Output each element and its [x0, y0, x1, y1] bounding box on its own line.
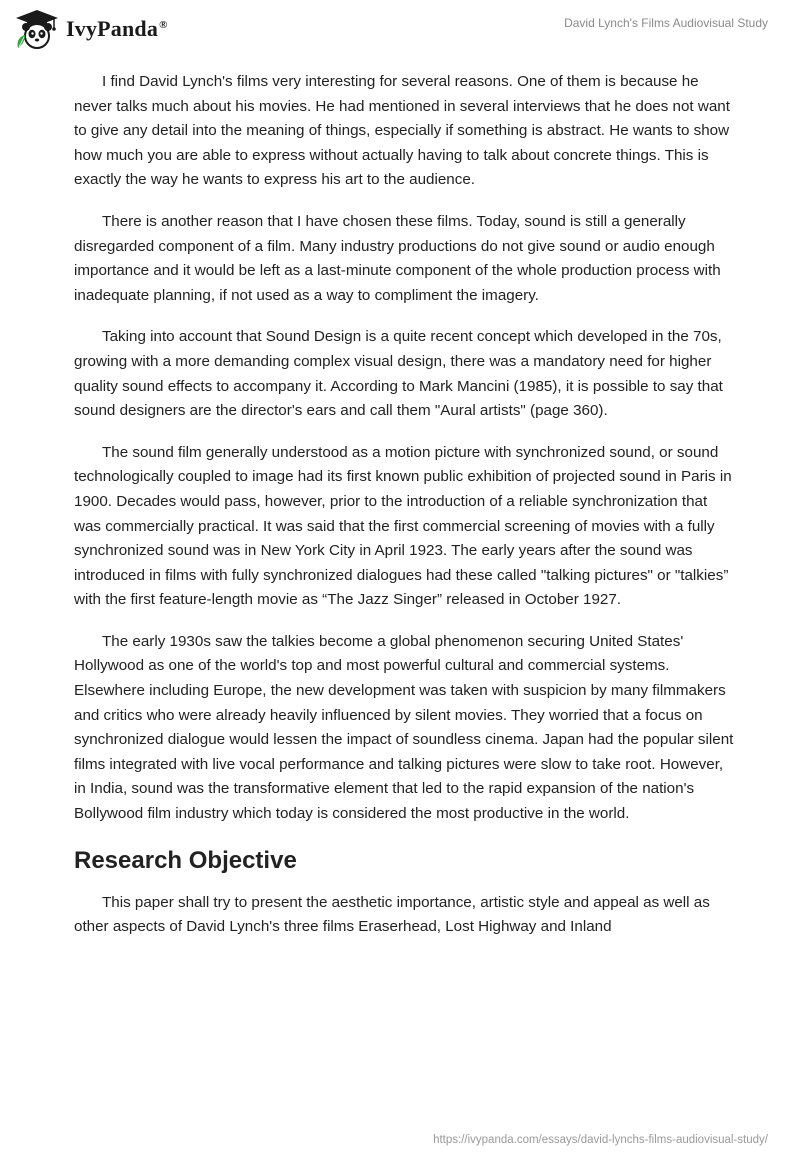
paragraph-1: I find David Lynch's films very interesting for several reasons. One of them is because he never talks much about his movies. He had mentioned in several interviews that he does not want to give any detail into the meaning of things, especially if something is abstract. He wants to show how much you are able to express without actually having to talk about concrete things. This is exactly the way he wants to express his art to the audience.: [74, 73, 730, 189]
document-title: David Lynch's Films Audiovisual Study: [564, 16, 768, 30]
essay-body: [74, 70, 734, 957]
registered-mark: ®: [159, 18, 168, 31]
section-paragraph: This paper shall try to present the aesthetic importance, artistic style and appeal as well as other aspects of David Lynch's three films Eraserhead, Lost Highway and Inland: [74, 893, 710, 936]
section-heading: Research Objective: [74, 846, 297, 874]
paragraph-5: The early 1930s saw the talkies become a global phenomenon securing United States' Hollywood as one of the world's top and most powerful cultural and commercial systems. Elsewhere including Europe, the new development was taken with suspicion by many filmmakers and critics who were already heavily influenced by silent movies. They worried that a focus on synchronized dialogue would lessen the impact of soundless cinema. Japan had the popular silent films integrated with live vocal performance and talking pictures were slow to take root. However, in India, sound was the transformative element that led to the rapid expansion of the nation's Bollywood film industry which today is considered the most productive in the world.: [74, 632, 734, 823]
panda-logo-icon: [14, 8, 60, 50]
paragraph-3: Taking into account that Sound Design is a quite recent concept which developed in the 70s, growing with a more demanding complex visual design, there was a mandatory need for higher quality sound effects to accompany it. According to Mark Mancini (1985), it is possible to say that sound designers are the director's ears and call them "Aural artists" (page 360).: [74, 328, 723, 420]
source-url[interactable]: https://ivypanda.com/essays/david-lynchs-films-audiovisual-study/: [433, 1134, 768, 1146]
page-header: [0, 0, 800, 60]
brand-name: IvyPanda: [66, 16, 159, 41]
logo-wordmark: [66, 16, 168, 42]
ivypanda-logo[interactable]: [14, 8, 168, 50]
paragraph-4: The sound film generally understood as a motion picture with synchronized sound, or sound technologically coupled to image had its first known public exhibition of projected sound in Paris in 1900. Decades would pass, however, prior to the introduction of a reliable synchronization that was commercially practical. It was said that the first commercial screening of movies with a fully synchronized sound was in New York City in April 1923. The early years after the sound was introduced in films with fully synchronized dialogues had these called "talking pictures" or "talkies” with the first feature-length movie as “The Jazz Singer” released in October 1927.: [74, 443, 732, 609]
paragraph-2: There is another reason that I have chosen these films. Today, sound is still a generally disregarded component of a film. Many industry productions do not give sound or audio enough importance and it would be left as a last-minute component of the whole production process with inadequate planning, if not used as a way to compliment the imagery.: [74, 212, 721, 304]
